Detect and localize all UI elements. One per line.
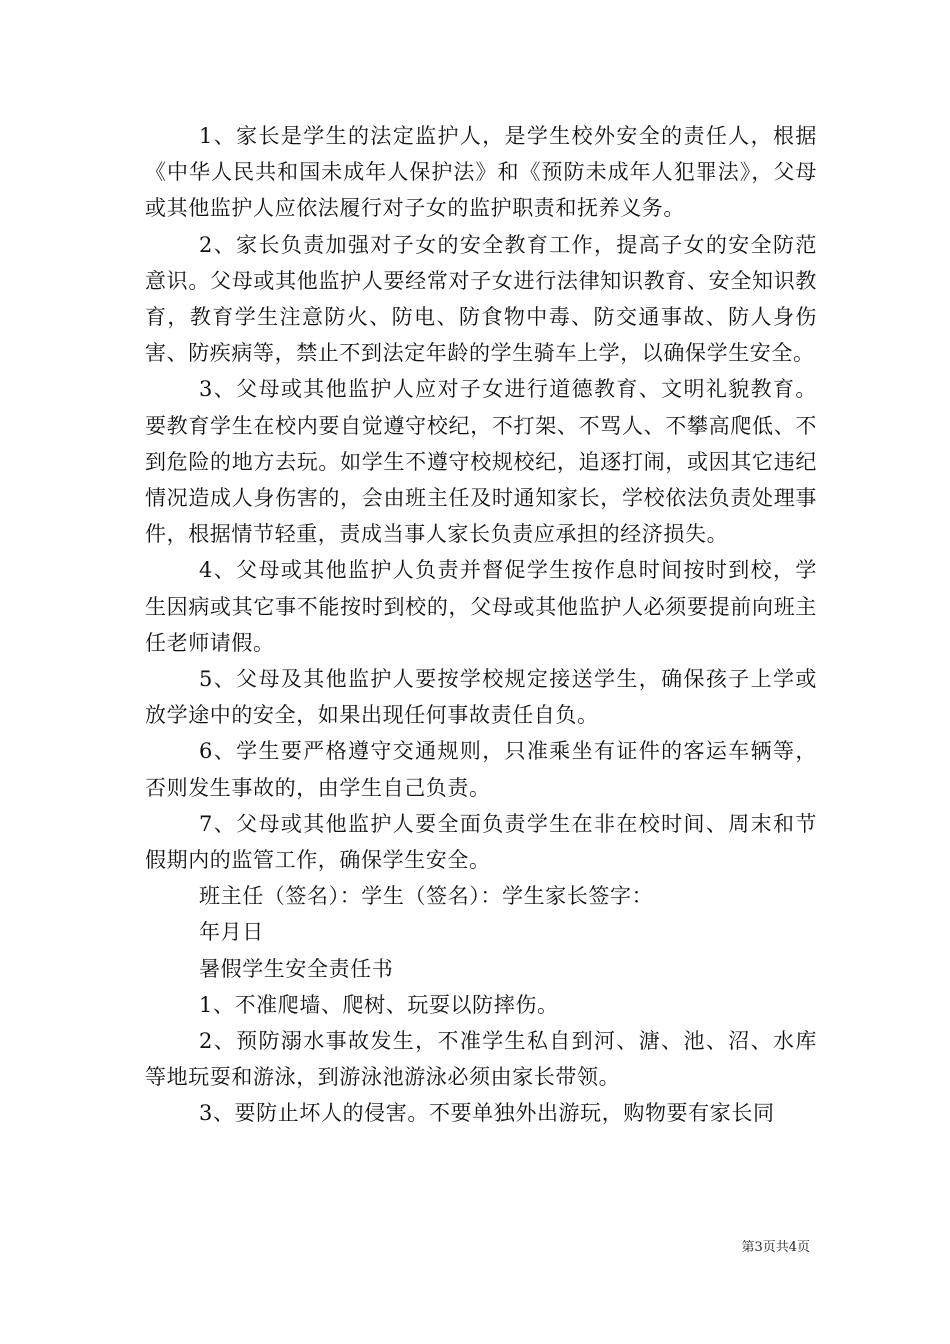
date-line: 年月日 bbox=[199, 920, 264, 945]
paragraph-parent-guardian-duty: 1、家长是学生的法定监护人，是学生校外安全的责任人，根据《中华人民共和国未成年人保护法》和《预防未成年人犯罪法》，父母或其他监护人应依法履行对子女的监护职责和抚养义务。 bbox=[145, 124, 817, 221]
document-body bbox=[145, 118, 817, 1132]
paragraph-no-climbing: 1、不准爬墙、爬树、玩耍以防摔伤。 bbox=[199, 992, 559, 1017]
paragraph-traffic-rules: 6、学生要严格遵守交通规则，只准乘坐有证件的客运车辆等，否则发生事故的，由学生自己负责。 bbox=[145, 739, 817, 800]
paragraph-moral-education: 3、父母或其他监护人应对子女进行道德教育、文明礼貌教育。要教育学生在校内要自觉遵守校纪，不打架、不骂人、不攀高爬低、不到危险的地方去玩。如学生不遵守校规校纪，追逐打闹，或因其它违纪情况造成人身伤害的，会由班主任及时通知家长，学校依法负责处理事件，根据情节轻重，责成当事人家长负责应承担的经济损失。 bbox=[145, 377, 817, 547]
paragraph-holiday-supervision: 7、父母或其他监护人要全面负责学生在非在校时间、周末和节假期内的监管工作，确保学生安全。 bbox=[145, 811, 817, 873]
paragraph-safety-education: 2、家长负责加强对子女的安全教育工作，提高子女的安全防范意识。父母或其他监护人要经常对子女进行法律知识教育、安全知识教育，教育学生注意防火、防电、防食物中毒、防交通事故、防人身伤害、防疾病等，禁止不到法定年龄的学生骑车上学，以确保学生安全。 bbox=[145, 232, 817, 366]
paragraph-stranger-danger: 3、要防止坏人的侵害。不要单独外出游玩，购物要有家长同 bbox=[199, 1101, 775, 1126]
paragraph-attendance: 4、父母或其他监护人负责并督促学生按作息时间按时到校，学生因病或其它事不能按时到校的，父母或其他监护人必须要提前向班主任老师请假。 bbox=[145, 558, 817, 655]
paragraph-drowning-prevention: 2、预防溺水事故发生，不准学生私自到河、溏、池、沼、水库等地玩耍和游泳，到游泳池游泳必须由家长带领。 bbox=[145, 1029, 817, 1090]
page-number: 第3页共4页 bbox=[741, 1240, 810, 1255]
section-title: 暑假学生安全责任书 bbox=[199, 956, 394, 981]
signature-line: 班主任（签名）：学生（签名）：学生家长签字： bbox=[199, 884, 654, 909]
paragraph-pickup: 5、父母及其他监护人要按学校规定接送学生，确保孩子上学或放学途中的安全，如果出现任何事故责任自负。 bbox=[145, 667, 817, 728]
